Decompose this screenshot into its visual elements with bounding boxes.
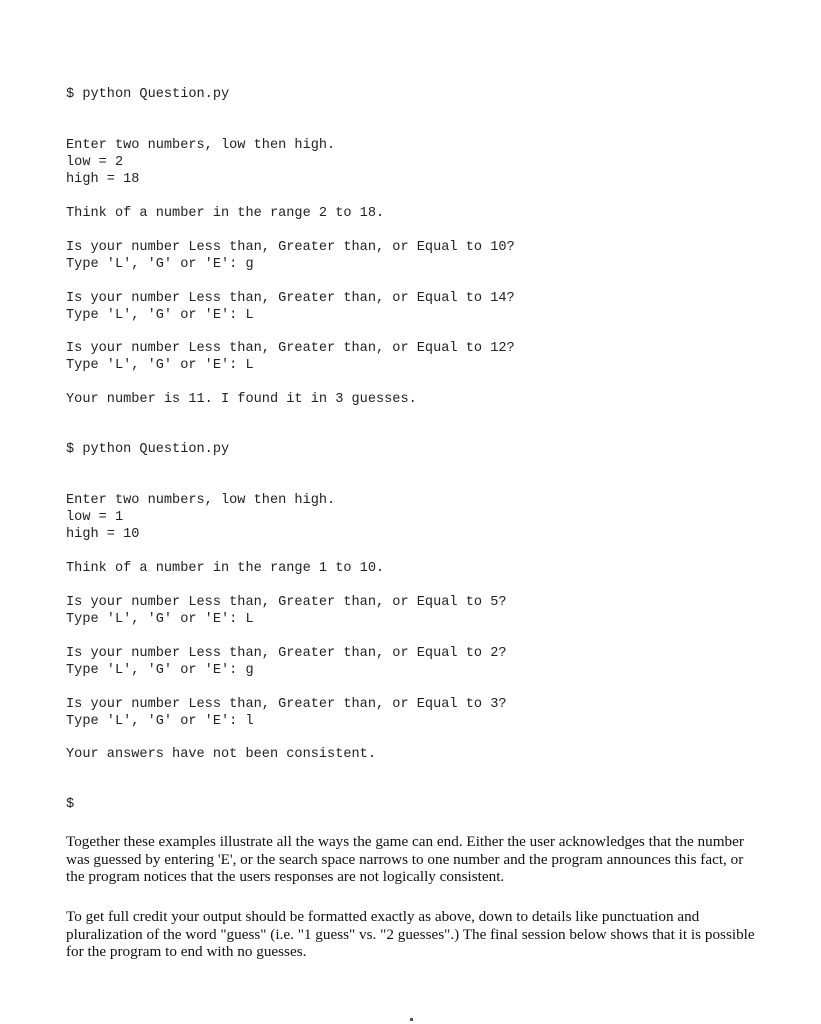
- explanation-paragraph: Together these examples illustrate all the ways the game can end. Either the user acknowledges that the number was guessed by entering 'E', or the search space narrows to one number and the program announces this fact, or the program notices that the users responses are not logically consistent.: [66, 833, 744, 885]
- session1-question-2: Is your number Less than, Greater than, or Equal to 14?: [66, 291, 515, 306]
- session2-answer-1: Type 'L', 'G' or 'E': L: [66, 612, 254, 627]
- session1-question-1: Is your number Less than, Greater than, or Equal to 10?: [66, 240, 515, 255]
- session1-answer-2: Type 'L', 'G' or 'E': L: [66, 308, 254, 323]
- session1-answer-3: Type 'L', 'G' or 'E': L: [66, 358, 254, 373]
- session1-result: Your number is 11. I found it in 3 guesses.: [66, 392, 417, 407]
- session2-prompt: Enter two numbers, low then high.: [66, 493, 336, 508]
- session2-result: Your answers have not been consistent.: [66, 747, 376, 762]
- session1-prompt: Enter two numbers, low then high.: [66, 138, 336, 153]
- session2-low: low = 1: [66, 510, 124, 525]
- credit-paragraph: To get full credit your output should be formatted exactly as above, down to details like punctuation and pluralization of the word "guess" (i.e. "1 guess" vs. "2 guesses".) The final session below shows that it is possible for the program to end with no guesses.: [66, 908, 755, 960]
- session1-think: Think of a number in the range 2 to 18.: [66, 206, 385, 221]
- session2-question-2: Is your number Less than, Greater than, or Equal to 2?: [66, 646, 507, 661]
- session2-think: Think of a number in the range 1 to 10.: [66, 561, 385, 576]
- session2-high: high = 10: [66, 527, 140, 542]
- session2-question-3: Is your number Less than, Greater than, or Equal to 3?: [66, 697, 507, 712]
- session1-command: $ python Question.py: [66, 87, 230, 102]
- session1-low: low = 2: [66, 155, 124, 170]
- final-prompt: $: [66, 797, 75, 812]
- session1-answer-1: Type 'L', 'G' or 'E': g: [66, 257, 254, 272]
- session2-question-1: Is your number Less than, Greater than, or Equal to 5?: [66, 595, 507, 610]
- page-mark: [410, 1018, 413, 1021]
- session2-answer-2: Type 'L', 'G' or 'E': g: [66, 663, 254, 678]
- session1-high: high = 18: [66, 172, 140, 187]
- session2-command: $ python Question.py: [66, 442, 230, 457]
- session2-answer-3: Type 'L', 'G' or 'E': l: [66, 714, 254, 729]
- session1-question-3: Is your number Less than, Greater than, or Equal to 12?: [66, 341, 515, 356]
